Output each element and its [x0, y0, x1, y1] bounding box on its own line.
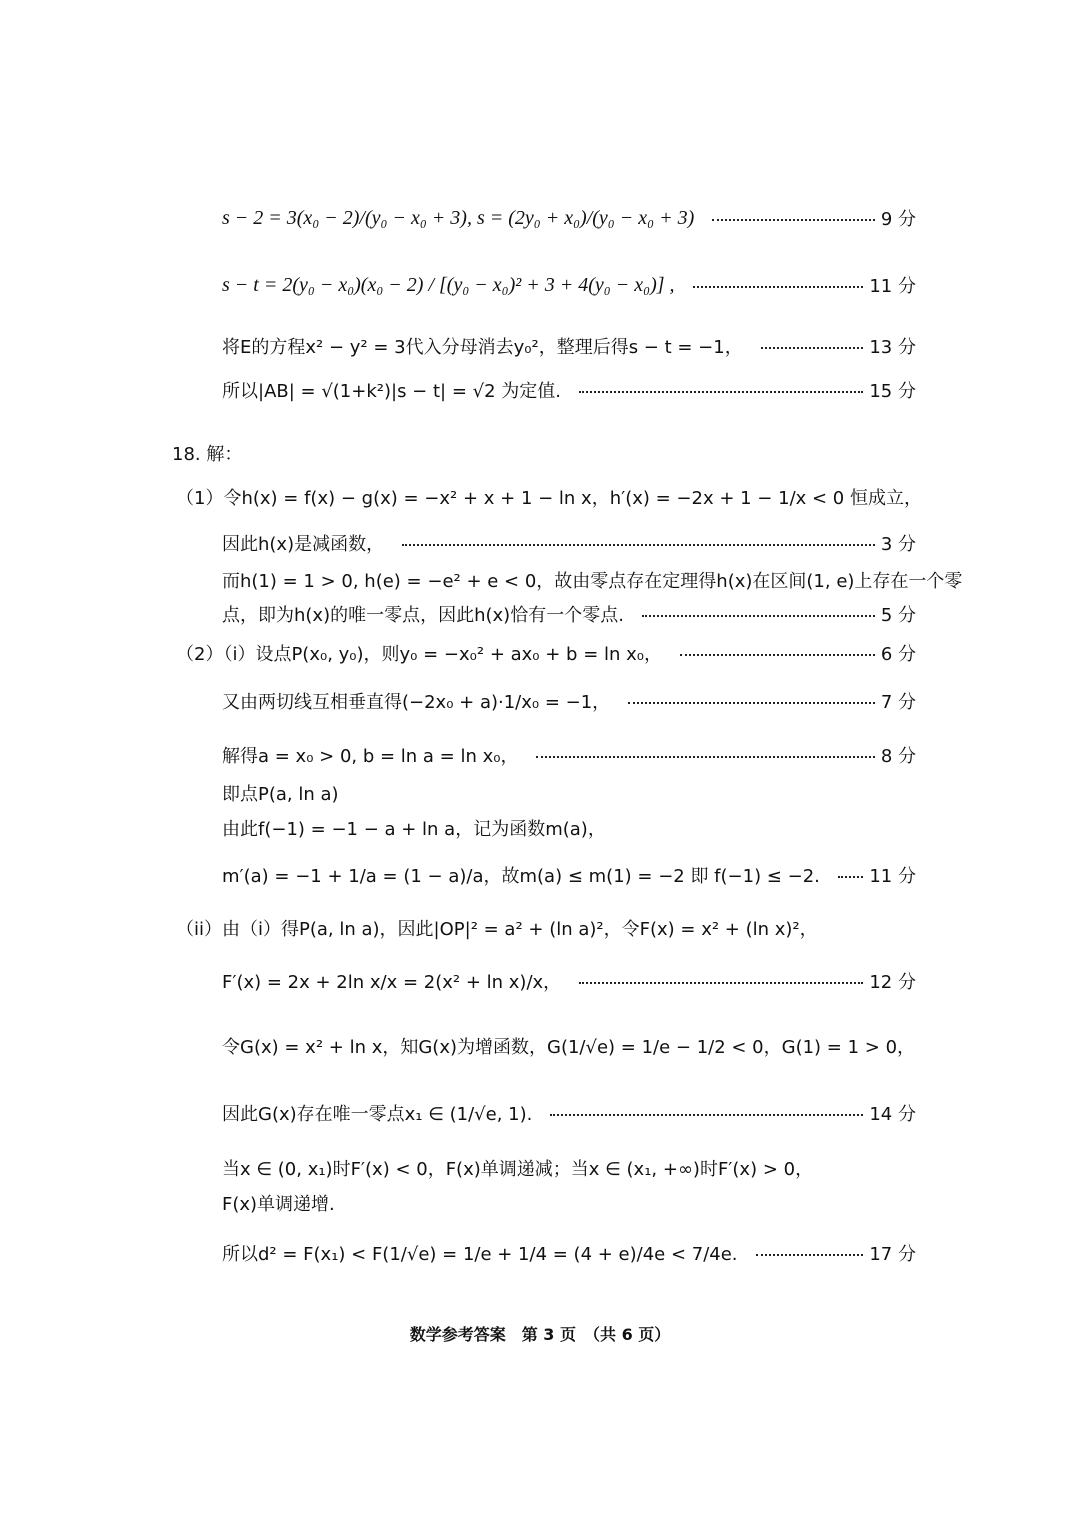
solution-line-9 [222, 601, 916, 627]
solution-line-15 [222, 862, 916, 888]
text: m′(a) = −1 + 1/a = (1 − a)/a，故m(a) ≤ m(1) = −2 即 f(−1) ≤ −2. [222, 866, 820, 887]
solution-line-19 [222, 1100, 916, 1126]
text: F′(x) = 2x + 2ln x/x = 2(x² + ln x)/x， [222, 972, 562, 993]
text: 点，即为h(x)的唯一零点，因此h(x)恰有一个零点. [222, 605, 624, 626]
leader-dots [628, 702, 875, 704]
leader-dots [536, 756, 874, 758]
leader-dots [838, 876, 863, 878]
solution-line-7 [222, 530, 916, 556]
leader-dots [550, 1114, 863, 1116]
text: 解得a = x₀ > 0, b = ln a = ln x₀， [222, 746, 519, 767]
solution-line-12 [222, 742, 916, 768]
leader-dots [579, 391, 863, 393]
score: 7 分 [880, 692, 916, 713]
score: 5 分 [880, 605, 916, 626]
score: 12 分 [869, 972, 916, 993]
text: 将E的方程x² − y² = 3代入分母消去y₀²，整理后得s − t = −1， [222, 337, 743, 358]
text: （ii）由（i）得P(a, ln a)，因此|OP|² = a² + (ln a)²，令F(x) = x² + (ln x)²， [176, 919, 818, 940]
text: 因此G(x)存在唯一零点x₁ ∈ (1/√e, 1). [222, 1104, 533, 1125]
text: 因此h(x)是减函数， [222, 534, 385, 555]
score: 3 分 [880, 534, 916, 555]
text: 令G(x) = x² + ln x，知G(x)为增函数，G(1/√e) = 1/e − 1/2 < 0，G(1) = 1 > 0， [222, 1037, 916, 1058]
text: 又由两切线互相垂直得(−2x₀ + a)·1/x₀ = −1， [222, 692, 611, 713]
formula: s − 2 = 3(x₀ − 2)/(y₀ − x₀ + 3), s = (2y₀ + x₀)/(y₀ − x₀ + 3) [222, 206, 695, 229]
score: 15 分 [869, 381, 916, 402]
score: 11 分 [869, 866, 916, 887]
leader-dots [402, 544, 875, 546]
text: 由此f(−1) = −1 − a + ln a，记为函数m(a)， [222, 819, 606, 840]
score: 8 分 [880, 746, 916, 767]
score: 17 分 [869, 1244, 916, 1265]
solution-line-22 [222, 1240, 916, 1266]
score: 13 分 [869, 337, 916, 358]
solution-line-2 [222, 272, 916, 298]
leader-dots [761, 347, 864, 349]
solution-line-17 [222, 968, 916, 994]
solution-line-11 [222, 688, 916, 714]
solution-line-1 [222, 205, 916, 231]
solution-line-20 [222, 1155, 916, 1181]
leader-dots [756, 1254, 864, 1256]
text: 所以d² = F(x₁) < F(1/√e) = 1/e + 1/4 = (4 + e)/4e < 7/4e. [222, 1244, 738, 1265]
text: 当x ∈ (0, x₁)时F′(x) < 0，F(x)单调递减；当x ∈ (x₁, +∞)时F′(x) > 0， [222, 1159, 814, 1180]
text: 而h(1) = 1 > 0, h(e) = −e² + e < 0，故由零点存在定理得h(x)在区间(1, e)上存在一个零 [222, 571, 963, 592]
problem-title: 18. 解： [172, 444, 243, 465]
score: 11 分 [869, 276, 916, 297]
leader-dots [579, 982, 863, 984]
text: （1）令h(x) = f(x) − g(x) = −x² + x + 1 − ln x，h′(x) = −2x + 1 − 1/x < 0 恒成立， [176, 488, 922, 509]
solution-line-8 [222, 567, 963, 593]
leader-dots [642, 615, 875, 617]
solution-line-6 [176, 484, 922, 510]
leader-dots [693, 286, 864, 288]
text: 所以|AB| = √(1+k²)|s − t| = √2 为定值. [222, 381, 561, 402]
formula: s − t = 2(y₀ − x₀)(x₀ − 2) / [(y₀ − x₀)² + 3 + 4(y₀ − x₀)] , [222, 273, 675, 296]
solution-line-10 [176, 640, 916, 666]
solution-line-14 [222, 815, 916, 841]
score: 9 分 [880, 209, 916, 230]
solution-line-13 [222, 780, 916, 806]
text: 即点P(a, ln a) [222, 784, 339, 805]
leader-dots [680, 654, 875, 656]
leader-dots [712, 219, 875, 221]
solution-line-3 [222, 333, 916, 359]
text: （2）（i）设点P(x₀, y₀)，则y₀ = −x₀² + ax₀ + b = ln x₀， [176, 644, 662, 665]
page-footer: 数学参考答案 第 3 页 （共 6 页） [409, 1325, 671, 1344]
solution-line-4 [222, 377, 916, 403]
score: 6 分 [880, 644, 916, 665]
text: F(x)单调递增. [222, 1194, 335, 1215]
solution-line-16 [176, 915, 916, 941]
solution-line-18 [222, 1033, 916, 1059]
score: 14 分 [869, 1104, 916, 1125]
solution-line-21 [222, 1190, 916, 1216]
